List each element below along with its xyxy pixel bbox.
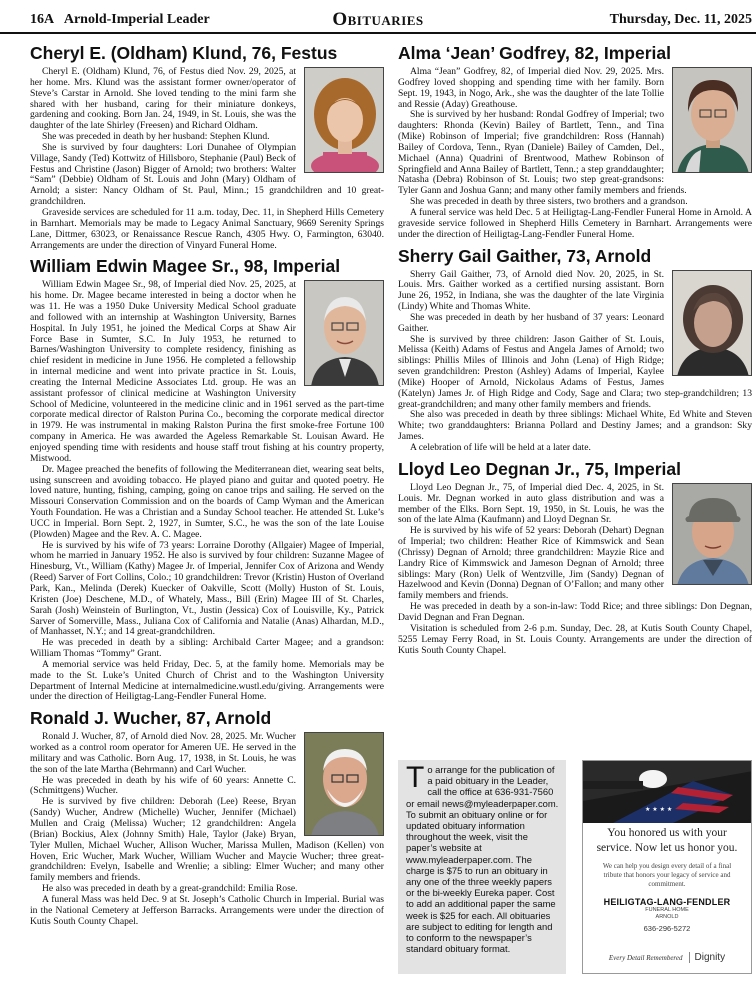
obituary-paragraph: A funeral Mass was held Dec. 9 at St. Joseph’s Catholic Church in Imperial. Burial was in the National Cemetery at Jefferson Barracks. Arrangements were under the direction of Kutis South County Chapel. xyxy=(30,893,384,927)
left-column xyxy=(30,38,384,927)
issue-date: Thursday, Dec. 11, 2025 xyxy=(609,12,752,27)
drop-cap: T xyxy=(406,761,425,794)
portrait-photo xyxy=(672,67,752,173)
masthead xyxy=(0,0,756,34)
logo-location: ARNOLD xyxy=(655,914,679,920)
ad-footer xyxy=(583,952,751,963)
obituary-paragraph: Ronald J. Wucher, 87, of Arnold died Nov. 28, 2025. Mr. Wucher worked as a control room operator for Ameren UE. He served in the military and was Catholic. Born Aug. 17, 1938, in St. Louis, he was the son of the late Martha (Behrmann) and Carl Wucher. xyxy=(30,731,296,775)
obituary-paragraph: Cheryl E. (Oldham) Klund, 76, of Festus died Nov. 29, 2025, at her home. Mrs. Klund was the assistant former owner/operator of Steve’s Carstar in Arnold. She loved tending to the mini farm she shared with her husband, caring for their miniature donkeys, gardening and cooking. Born Jan. 24, 1949, in St. Louis, she was the daughter of the late Shirley (Freesen) and Richard Oldham. xyxy=(30,66,296,132)
obituary-paragraph: She was preceded in death by three sisters, two brothers and a grandson. xyxy=(410,196,688,208)
funeral-home-logo: HEILIGTAG-LANG-FENDLER xyxy=(603,897,731,907)
obituary-heading: Cheryl E. (Oldham) Klund, 76, Festus xyxy=(30,43,338,63)
portrait-photo xyxy=(672,270,752,376)
obituary-paragraph: Visitation is scheduled from 2-6 p.m. Sunday, Dec. 28, at Kutis South County Chapel, 5255 Lemay Ferry Road, in St. Louis County. Arrangements are under the direction of Kutis South County Chapel. xyxy=(398,622,752,656)
obituary-paragraph: She is survived by three children: Jason Gaither of St. Louis, Melissa (Keith) Adams of Festus and Angela James of Arnold; two siblings: Phillis Miles of Illinois and John (Lena) of High Ridge; seven grandchildren: Preston (Ashley) Adams of Imperial, Kaylee (Mike) Hooper of Arnold, Nickolaus Adams of Festus, James (Katelyn) James Jr. of High Ridge and Cody, Sage and Clara; two step-grandchildren; 13 great-grandchildren; and many other family members and friends. xyxy=(398,333,752,410)
obituary-paragraph: He is survived by his wife of 52 years: Deborah (Dehart) Degnan of Imperial; two children: Heather Rice of Kimmswick and Sean (Chrissy) Degnan of Arnold; three grandchildren: Mayzie Rice and Landry Rice of Kimmswick and Jameson Degnan of Arnold; three siblings: Mary (Ron) Uelk of Wentzville, Jim (Sandy) Degnan of Hazelwood and Kevin (Donna) Degnan of O’Fallon; and many other family members and friends. xyxy=(398,525,664,602)
obituary-submission-notice xyxy=(398,760,566,974)
obituary-paragraph: He also was preceded in death by a great-grandchild: Emilia Rose. xyxy=(42,883,298,895)
ad-tagline: Every Detail Remembered xyxy=(608,954,683,962)
obituary-paragraph: A memorial service was held Friday, Dec. 5, at the family home. Memorials may be made to the St. Luke’s United Church of Christ and to the Washington University Department of Internal Medicine at internalmedicine.wustl.edu/giving. Arrangements were under the direction of Heiligtag-Lang-Fendler Funeral Home. xyxy=(30,658,384,703)
obituary-paragraph: He was preceded in death by a sibling: Archibald Carter Magee; and a grandson: William Thomas “Tommy” Grant. xyxy=(30,637,384,660)
obituary-paragraph: He was preceded in death by his wife of 60 years: Annette C. (Schmittgens) Wucher. xyxy=(30,774,296,797)
obituary-paragraph: He is survived by his wife of 73 years: Lorraine Dorothy (Allgaier) Magee of Imperial, whom he married in January 1952. He also is survived by four children: Suzanne Magee of Hinesburg, Vt., William (Kathy) Magee Jr. of Imperial, Jennifer Cox of Arizona and Wendy (Reed) Sarver of Fort Collins, Colo.; 10 grandchildren: Trevor (Kristin) Huston of Overland Park, Kan., Melinda (Derek) Kuecker of Oakville, Scott (Molly) Huston of St. Louis, Kristen (Joe) Deschene, M.D., of Whately, Mass., Bill (Erin) Magee III of St. Charles, Sarah (Josh) Weinstein of Burlington, Vt., Justin (Jessica) Cox of Louisville, Ky., Patrick Sarver of Somerville, Mass., Juliana Cox of California and Natalie (Anas) Alhardan, M.D., of Manhasset, N.Y.; and 14 great-grandchildren. xyxy=(30,539,384,638)
obituary-paragraph: He is survived by five children: Deborah (Lee) Reese, Bryan (Sandy) Wucher, Andrew (Michelle) Wucher, Jennifer (Michael) Mullen and Craig (Melissa) Wucher; 12 grandchildren: Angela (Brian) Bockius, Alex (Johnny Smith) Hale, Taylor (Jake) Bryan, Tyler Mullen, Michael Wucher, Allison Wucher, Marissa Mullen, Madison (Kellen) von Hoven, Eric Wucher, Mark Wucher, William Wucher and Maycie Wucher; three great-grandchildren: Evelyn, Isabelle and Wrenlie; a sibling: Elmer Wucher; and many other family members and friends. xyxy=(30,796,384,884)
obituary-paragraph: Lloyd Leo Degnan Jr., 75, of Imperial died Dec. 4, 2025, in St. Louis. Mr. Degnan worked in auto glass distribution and was a member of the Elks. Born Sept. 19, 1950, in St. Louis, he was the son of the late Alma (Kaufmann) and Lloyd Degnan Sr. xyxy=(398,481,664,526)
page-number: 16A xyxy=(30,12,55,27)
obituary-paragraph: She is survived by four daughters: Lori Dunahee of Olympian Village, Sandy (Ted) Kottwitz of Hillsboro, Stephanie (Paul) Beck of Festus and Christine (Jason) Bigger of Arnold; two brothers: Walter “Sam” (Debbie) Oldham of St. Louis and John (Mary) Oldham of Arnold; a sister: Nancy Oldham of St. Paul, Minn.; 15 grandchildren and 10 great-grandchildren. xyxy=(30,141,384,208)
obituary-paragraph: A celebration of life will be held at a later date. xyxy=(410,442,591,453)
dignity-logo: Dignity xyxy=(689,952,726,963)
obituary-paragraph: A funeral service was held Dec. 5 at Heiligtag-Lang-Fendler Funeral Home in Arnold. A graveside service followed in Shepherd Hills Cemetery in Barnhart. Arrangements were under the direction of Heiligtag-Lang-Fendler Funeral Home. xyxy=(398,206,752,240)
obituary-paragraph: She was preceded in death by her husband of 37 years: Leonard Gaither. xyxy=(398,311,664,334)
obituary-gaither xyxy=(398,245,752,454)
obituary-paragraph: Dr. Magee preached the benefits of following the Mediterranean diet, wearing seat belts, using sunscreen and avoiding tobacco. He played piano and guitar and quoted poetry. He loved nature, hunting, fishing, camping, going on canoe trips and sailing. He served on the Missouri Conservation Commission and on the boards of Camp Wyman and the American Youth Foundation. He was a Christian and a Sunday School teacher. He attended St. Luke’s UCC in Imperial. Born Sept. 2, 1927, in Sumter, S.C., he was the son of the late Louise (Plowden) Magee and the Rev. A. C. Magee. xyxy=(30,463,384,540)
obituary-paragraph: Alma “Jean” Godfrey, 82, of Imperial died Nov. 29, 2025. Mrs. Godfrey loved shopping and spending time with her family. Born Sept. 19, 1943, in Nogo, Ark., she was the daughter of the late Tollie and Ressie (Aday) Greathouse. xyxy=(398,66,664,110)
obituary-wucher xyxy=(30,707,384,927)
right-column xyxy=(398,38,752,656)
section-title: Obituaries xyxy=(332,9,424,30)
obituary-paragraph: She was preceded in death by her husband: Stephen Klund. xyxy=(42,131,270,143)
ad-phone: 636-296-5272 xyxy=(643,924,691,933)
ad-headline xyxy=(583,826,751,856)
ad-headline-line: You honored us with your xyxy=(607,827,727,839)
obituary-paragraph: Graveside services are scheduled for 11 a.m. today, Dec. 11, in Shepherd Hills Cemetery in Barnhart. Memorials may be made to Legacy Animal Sanctuary, 9669 Serenity Springs Lane, Dittmer, 63023, or Renaissance Rescue Ranch, 4305 Hwy. O, Farmington, 63040. Arrangements are under the direction of Vinyard Funeral Home. xyxy=(30,206,384,251)
paper-name: Arnold-Imperial Leader xyxy=(63,12,210,27)
obituary-heading: William Edwin Magee Sr., 98, Imperial xyxy=(30,256,341,277)
obituary-heading: Lloyd Leo Degnan Jr., 75, Imperial xyxy=(398,458,681,479)
obituary-paragraph: He was preceded in death by a son-in-law: Todd Rice; and three siblings: Don Degnan, David Degnan and Fran Degnan. xyxy=(398,601,752,623)
obituary-klund xyxy=(30,42,384,251)
funeral-home-advertisement[interactable] xyxy=(582,760,752,974)
ad-headline-line: service. Now let us honor you. xyxy=(596,842,738,854)
obituary-paragraph: She is survived by her husband: Rondal Godfrey of Imperial; two daughters: Rhonda (Kevin) Bailey of Bartlett, Tenn., and Tina (Mike) Robinson of Imperial; five grandchildren: Ross (Hannah) Bailey of Cordova, Tenn., Ryan (Daniele) Bailey of Camden, Del., Michael (Anna) Quadrini of Brentwood, Mathew Robinson of Springfield and Anna Bailey of Bartlett, Tenn.; a step granddaughter; Natasha (Debra) Robinson of St. Louis; two step great-grandsons: Tyler Gann and Joshua Gann; and many other family members and friends. xyxy=(398,109,687,197)
portrait-photo xyxy=(304,280,384,386)
notice-text: o arrange for the publication of a paid obituary in the Leader, call the office at 636-931-7560 or email news@myleaderpaper.com. To submit an obituary online or for updated obituary information throughout the week, visit the paper’s website at www.myleaderpaper.com. The charge is $75 to run an obituary in any one of the three weekly papers or the bi-weekly Eureka paper. Cost to add an additional paper the same week is $25 for each. All obituaries are subject to editing for length and to conform to the newspaper’s standard obituary format. xyxy=(406,764,559,955)
svg-text:★ ★ ★ ★: ★ ★ ★ ★ xyxy=(645,806,673,813)
obituary-heading: Alma ‘Jean’ Godfrey, 82, Imperial xyxy=(398,43,671,63)
ad-subtext: We can help you design every detail of a final tribute that honors your legacy of service and commitment. xyxy=(602,862,732,888)
portrait-photo xyxy=(672,483,752,585)
logo-subtitle: FUNERAL HOME xyxy=(645,907,689,913)
obituary-paragraph: Sherry Gail Gaither, 73, of Arnold died Nov. 20, 2025, in St. Louis. Mrs. Gaither worked as a certified nursing assistant. Born June 26, 1952, in Indiana, she was the daughter of the late Virginia (Lindy) White and Thomas White. xyxy=(398,268,664,313)
obituary-heading: Ronald J. Wucher, 87, Arnold xyxy=(30,708,272,729)
obituary-degnan xyxy=(398,458,752,657)
obituary-paragraph: William Edwin Magee Sr., 98, of Imperial died Nov. 25, 2025, at his home. Dr. Magee became interested in being a doctor when he was 11. He was a 1950 Duke University Medical School graduate and followed with an internship at Washington University, Barnes Hospital. In July 1951, he joined the Medical Corps at Shaw Air Force Base in Sumter, S.C. In July 1953, he returned to Barnes/Washington University to complete residency, finishing as chief resident in medicine in June 1956. He completed a fellowship in internal medicine and went into private practice in St. Louis, creating the Internal Medicine Associates Ltd. group. He was an assistant professor of clinical medicine at Washington University School of Medicine, volunteered in the medicine clinic and in 1961 served as the part-time corporate medical director of Ralston Purina Co., becoming the corporate medical director in 1979. He was instrumental in making Ralston Purina the first smoke-free Fortune 100 company in America. He was awarded the Ageless Remarkable St. Louisan Award. He enjoyed spending time with residents and house staff trout fishing at his country property, Mistwood. xyxy=(30,279,384,464)
obituary-heading: Sherry Gail Gaither, 73, Arnold xyxy=(398,245,652,266)
obituary-paragraph: She also was preceded in death by three siblings: Michael White, Ed White and Steven White; two granddaughters: Brianna Pollard and Destiny James; and a grandson: Sky James. xyxy=(398,409,752,443)
portrait-photo xyxy=(304,67,384,173)
obituary-magee xyxy=(30,255,384,703)
obituary-godfrey xyxy=(398,42,752,241)
flag-photo xyxy=(583,761,751,823)
portrait-photo xyxy=(304,732,384,836)
